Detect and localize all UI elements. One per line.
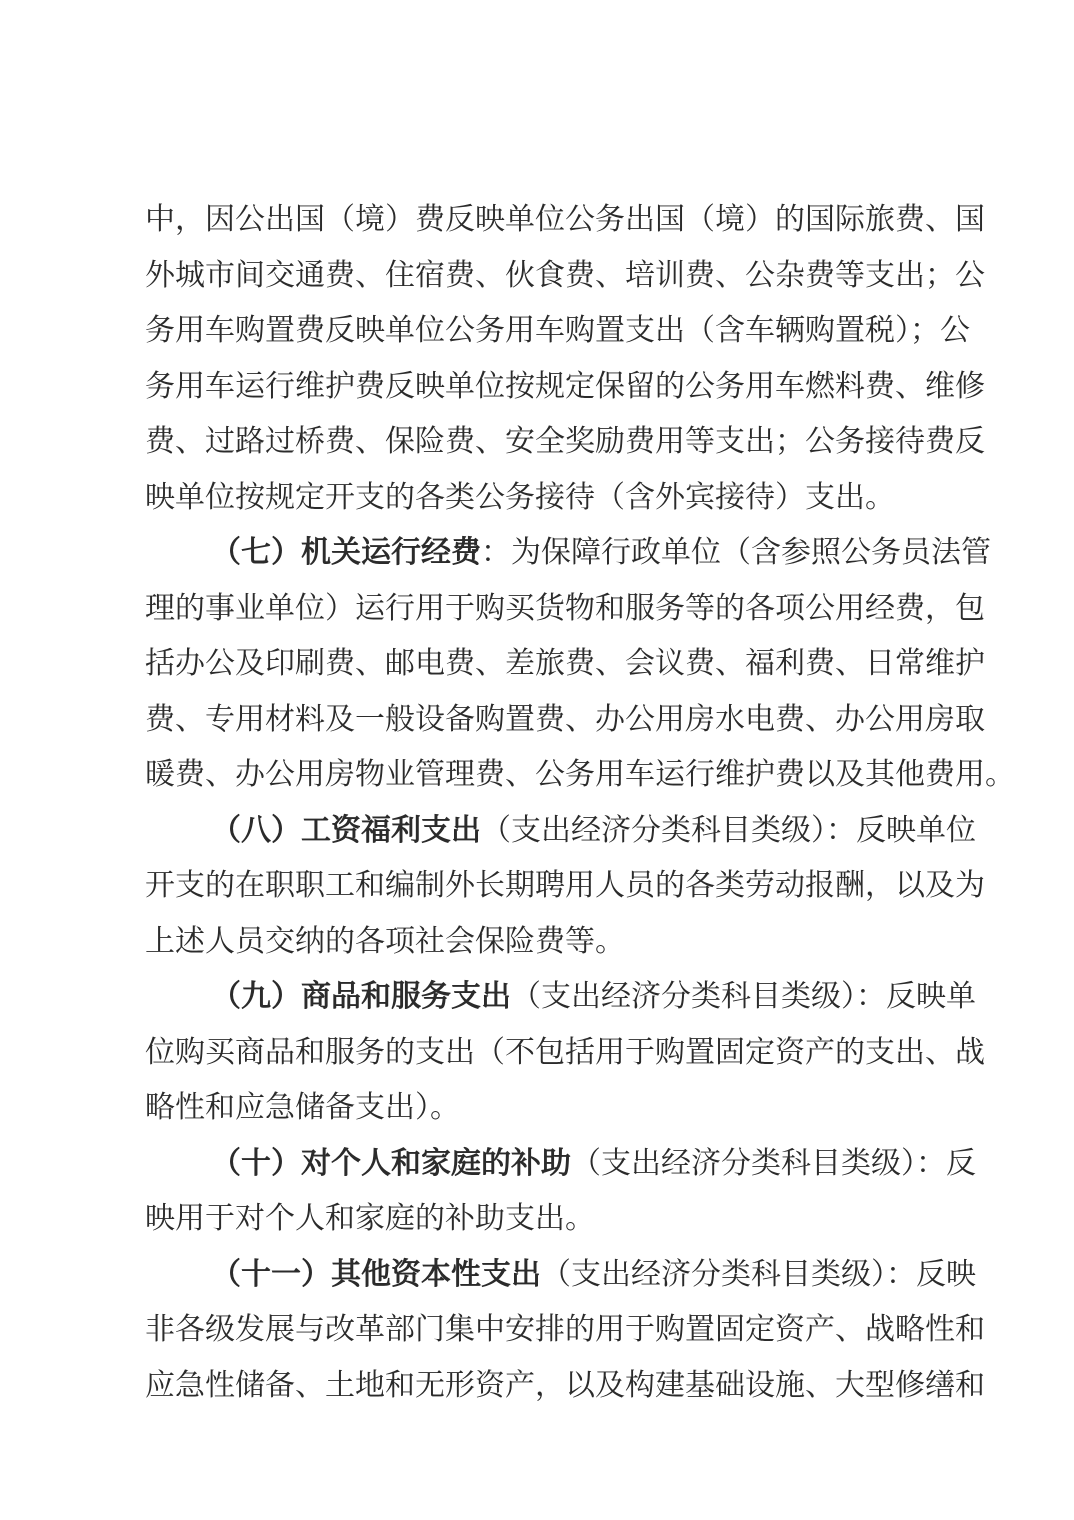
text-line: 暖费、办公用房物业管理费、公务用车运行维护费以及其他费用。: [145, 757, 1015, 792]
section-heading: （七）机关运行经费: [211, 535, 481, 570]
paragraph-first-line: [145, 525, 991, 581]
paragraph-first-line: [145, 1136, 976, 1192]
text-line: 映用于对个人和家庭的补助支出。: [145, 1201, 595, 1236]
section-heading: （十）对个人和家庭的补助: [211, 1145, 571, 1181]
text-line: 位购买商品和服务的支出（不包括用于购置固定资产的支出、战: [145, 1034, 985, 1070]
document-body: [145, 192, 1015, 1413]
paragraph-first-line: [145, 1247, 976, 1303]
section-heading: （十一）其他资本性支出: [211, 1256, 541, 1292]
text-line: 费、过路过桥费、保险费、安全奖励费用等支出；公务接待费反: [145, 424, 985, 459]
paragraph-text: （支出经济分类科目类级）：反映单位: [481, 812, 976, 848]
paragraph-first-line: [145, 803, 976, 859]
text-line: 括办公及印刷费、邮电费、差旅费、会议费、福利费、日常维护: [145, 646, 985, 681]
paragraph-text: （支出经济分类科目类级）：反: [571, 1145, 976, 1181]
text-line: 务用车购置费反映单位公务用车购置支出（含车辆购置税）；公: [145, 313, 970, 348]
section-heading: （九）商品和服务支出: [211, 979, 511, 1014]
text-line: 外城市间交通费、住宿费、伙食费、培训费、公杂费等支出；公: [145, 257, 985, 293]
paragraph-text: ：为保障行政单位（含参照公务员法管: [481, 535, 991, 570]
text-line: 理的事业单位）运行用于购买货物和服务等的各项公用经费，包: [145, 590, 985, 626]
text-line: 务用车运行维护费反映单位按规定保留的公务用车燃料费、维修: [145, 368, 985, 404]
text-line: 映单位按规定开支的各类公务接待（含外宾接待）支出。: [145, 479, 895, 515]
text-line: 上述人员交纳的各项社会保险费等。: [145, 923, 625, 959]
paragraph-first-line: [145, 969, 976, 1025]
text-line: 应急性储备、土地和无形资产，以及构建基础设施、大型修缮和: [145, 1367, 985, 1403]
text-line: 费、专用材料及一般设备购置费、办公用房水电费、办公用房取: [145, 701, 985, 737]
text-line: 开支的在职职工和编制外长期聘用人员的各类劳动报酬，以及为: [145, 868, 985, 903]
paragraph-text: （支出经济分类科目类级）：反映: [541, 1256, 976, 1292]
section-heading: （八）工资福利支出: [211, 812, 481, 848]
text-line: 非各级发展与改革部门集中安排的用于购置固定资产、战略性和: [145, 1312, 985, 1347]
text-line: 中，因公出国（境）费反映单位公务出国（境）的国际旅费、国: [145, 202, 985, 237]
paragraph-text: （支出经济分类科目类级）：反映单: [511, 979, 976, 1014]
text-line: 略性和应急储备支出）。: [145, 1090, 460, 1125]
